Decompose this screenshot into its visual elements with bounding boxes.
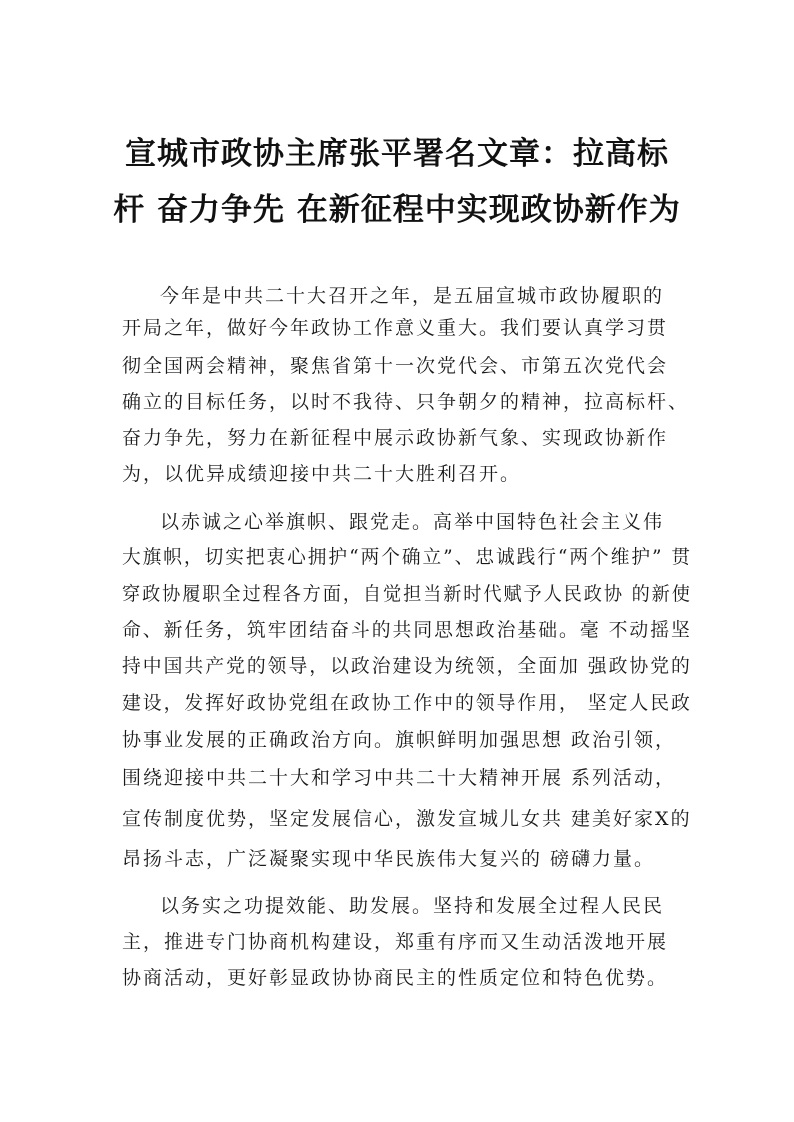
paragraph-line: 确立的目标任务，以时不我待、只争朝夕的精神，拉高标杆、 [122,391,690,413]
paragraph-line: 开局之年，做好今年政协工作意义重大。我们要认真学习贯 [122,317,669,339]
paragraph-line: 建设，发挥好政协党组在政协工作中的领导作用， 坚定人民政 [122,692,692,714]
paragraph-line: 大旗帜，切实把衷心拥护“两个确立”、忠诚践行“两个维护” 贯 [122,546,693,568]
article-title-line-2: 杆 奋力争先 在新征程中实现政协新作为 [113,192,681,228]
paragraph-line: 协事业发展的正确政治方向。旗帜鲜明加强思想 政治引领， [122,729,677,751]
paragraph-line: 持中国共产党的领导，以政治建设为统领，全面加 强政协党的 [122,655,692,677]
paragraph-line: 以赤诚之心举旗帜、跟党走。高举中国特色社会主义伟 [160,511,665,533]
paragraph-line: 围绕迎接中共二十大和学习中共二十大精神开展 系列活动， [122,767,677,789]
paragraph-line: 宣传制度优势，坚定发展信心，激发宣城儿女共 建美好家X的 [122,808,692,830]
paragraph-line: 以务实之功提效能、助发展。坚持和发展全过程人民民 [160,895,665,917]
article-title-line-1: 宣城市政协主席张平署名文章：拉高标 [125,136,669,172]
paragraph-line: 彻全国两会精神，聚焦省第十一次党代会、市第五次党代会 [122,355,669,377]
paragraph-line: 主，推进专门协商机构建设，郑重有序而又生动活泼地开展 [122,931,669,953]
paragraph-line: 命、新任务，筑牢团结奋斗的共同思想政治基础。毫 不动摇坚 [122,619,692,641]
paragraph-line: 昂扬斗志，广泛凝聚实现中华民族伟大复兴的 磅礴力量。 [122,848,656,870]
paragraph-line: 今年是中共二十大召开之年，是五届宣城市政协履职的 [160,285,665,307]
paragraph-line: 协商活动，更好彰显政协协商民主的性质定位和特色优势。 [122,967,669,989]
paragraph-line: 为，以优异成绩迎接中共二十大胜利召开。 [122,463,522,485]
paragraph-line: 奋力争先，努力在新征程中展示政协新气象、实现政协新作 [122,427,669,449]
paragraph-line: 穿政协履职全过程各方面，自觉担当新时代赋予人民政协 的新使 [122,583,692,605]
